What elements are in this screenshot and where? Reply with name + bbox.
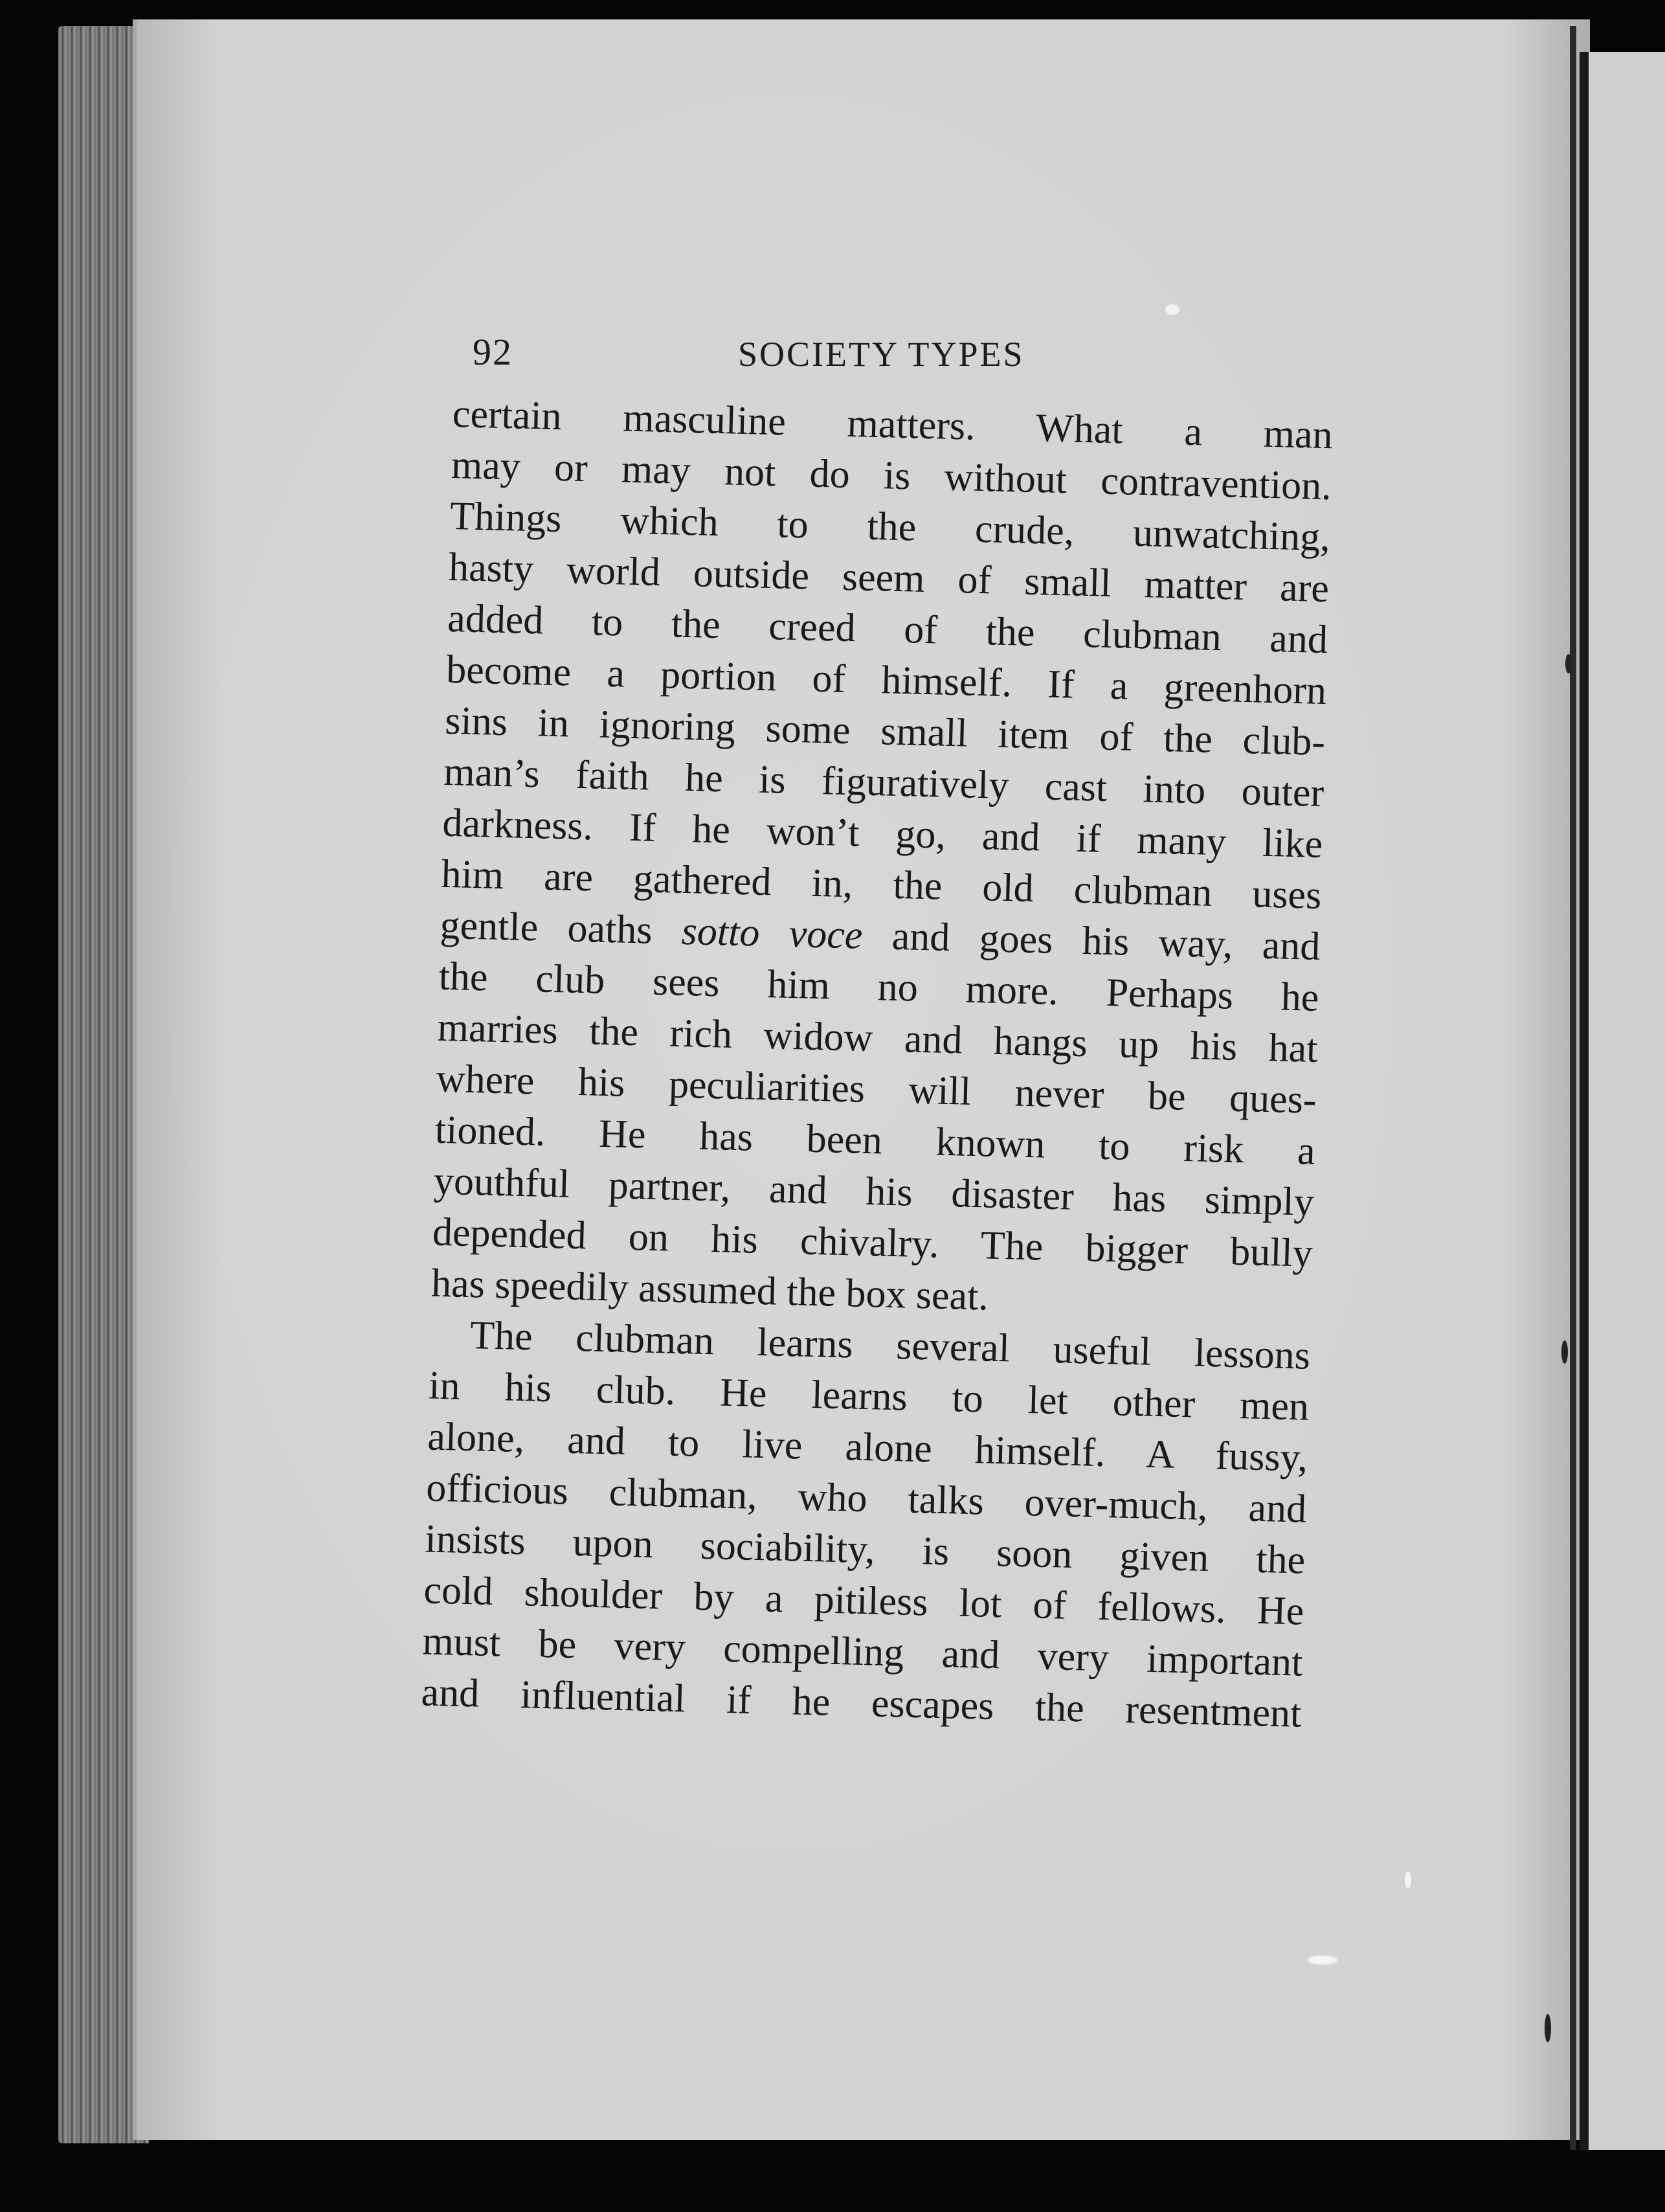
text-line: depended on his chivalry. The bigger bully: [432, 1210, 1313, 1276]
text-line: the club sees him no more. Perhaps he: [438, 954, 1320, 1020]
scan-speck: [1545, 2014, 1551, 2042]
text-line: has speedily assumed the box seat.: [430, 1261, 989, 1319]
text-line: him are gathered in, the old clubman uses: [440, 852, 1323, 918]
scan-speck: [1561, 1340, 1568, 1364]
text-line: added to the creed of the clubman and: [447, 596, 1328, 662]
text-segment: gentle oaths: [439, 903, 682, 953]
scan-speck: [1165, 304, 1179, 315]
text-line: and influential if he escapes the resentment: [420, 1670, 1302, 1736]
facing-page-edge: [1580, 52, 1665, 2150]
scan-speck: [1565, 654, 1572, 673]
text-line: hasty world outside seem of small matter are: [448, 545, 1330, 611]
text-line: become a portion of himself. If a greenhorn: [445, 647, 1327, 714]
text-line: youthful partner, and his disaster has simply: [433, 1158, 1315, 1224]
running-title: SOCIETY TYPES: [738, 335, 1025, 374]
text-line: darkness. If he won’t go, and if many like: [441, 800, 1324, 867]
text-line: may or may not do is without contravention.: [451, 442, 1332, 509]
page-number: 92: [473, 331, 513, 373]
text-segment: and goes his way, and: [862, 913, 1321, 969]
book-gutter: [1570, 26, 1576, 2150]
text-line: alone, and to live alone himself. A fussy,: [427, 1414, 1308, 1480]
running-head: [473, 330, 1327, 389]
text-line: The clubman learns several useful lessons: [469, 1313, 1311, 1378]
text-line: marries the rich widow and hangs up his hat: [437, 1005, 1319, 1071]
text-line: must be very compelling and very important: [421, 1619, 1304, 1685]
text-line: in his club. He learns to let other men: [428, 1363, 1310, 1429]
text-line: Things which to the crude, unwatching,: [449, 493, 1331, 560]
scan-speck: [1405, 1871, 1411, 1888]
text-line: officious clubman, who talks over-much, and: [425, 1465, 1307, 1531]
body-text: [421, 389, 1334, 1740]
text-line: sins in ignoring some small item of the club-: [444, 698, 1326, 765]
text-line: man’s faith he is figuratively cast into outer: [443, 749, 1324, 816]
text-line: tioned. He has been known to risk a: [434, 1107, 1316, 1173]
text-line: certain masculine matters. What a man: [452, 391, 1334, 458]
scan-speck: [1308, 1956, 1337, 1965]
text-line: where his peculiarities will never be ques-: [436, 1056, 1317, 1122]
text-line: cold shoulder by a pitiless lot of fellows. He: [423, 1568, 1305, 1634]
text-line: insists upon sociability, is soon given the: [424, 1517, 1306, 1583]
italic-phrase: sotto voce: [681, 909, 864, 958]
